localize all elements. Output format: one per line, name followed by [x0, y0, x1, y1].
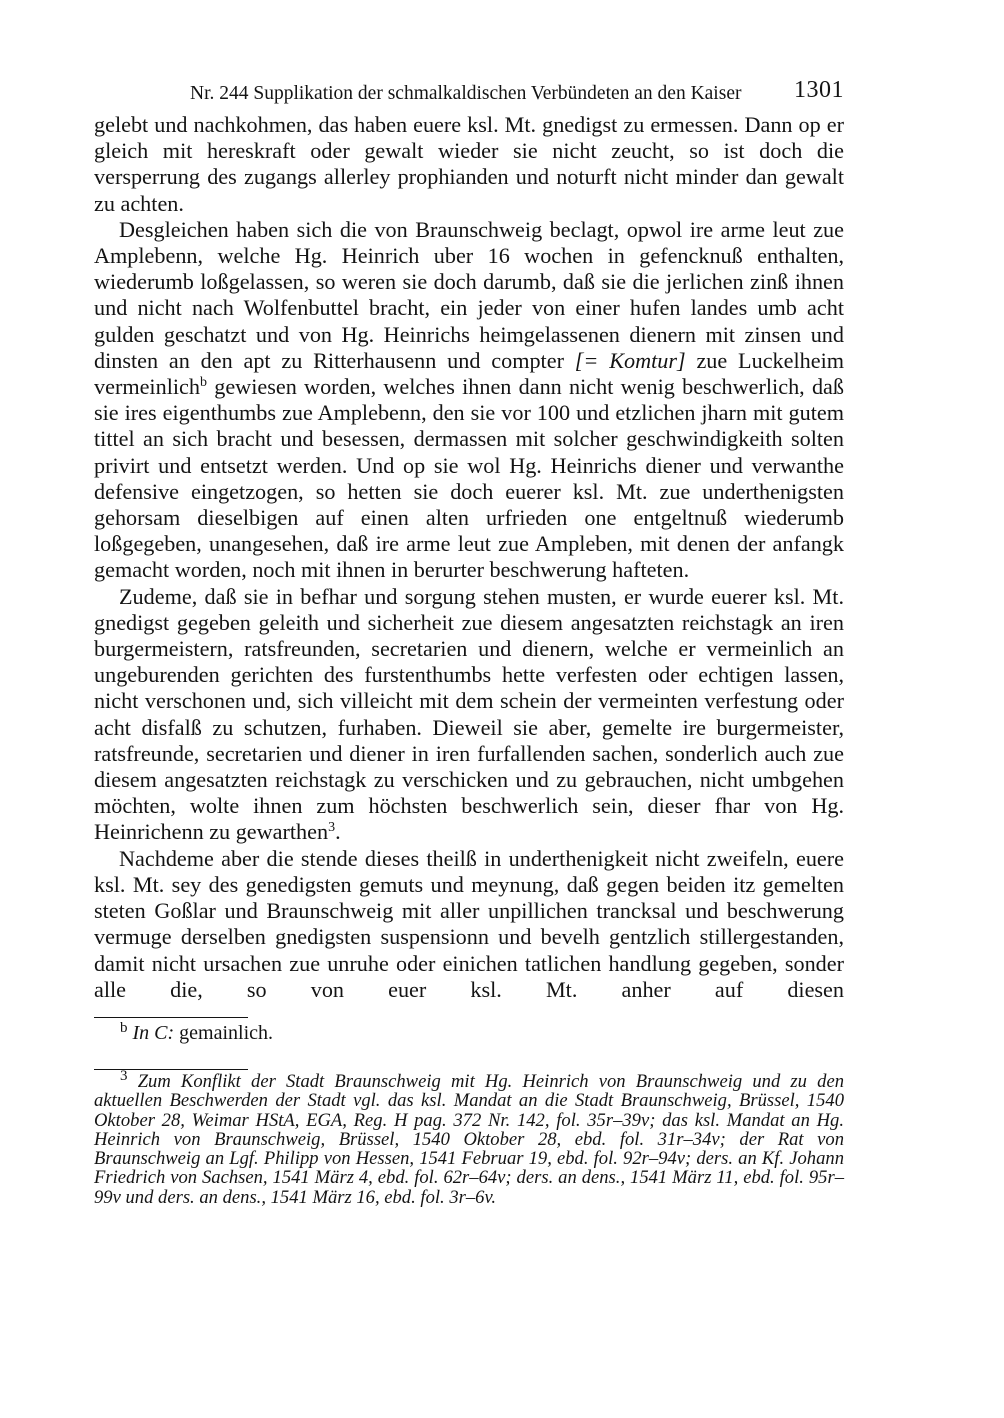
- paragraph-2: [94, 217, 844, 584]
- footnote-divider-commentary: [94, 1069, 248, 1070]
- footnote-b-label: In C:: [132, 1021, 175, 1044]
- editorial-note: [= Komtur]: [574, 347, 686, 373]
- page-number: 1301: [794, 77, 844, 103]
- main-text: [94, 112, 844, 1003]
- footnote-reference-b[interactable]: b: [199, 375, 207, 391]
- footnote-divider-textcritical: [94, 1017, 248, 1018]
- running-title: Nr. 244 Supplikation der schmalkaldischen Verbündeten an den Kaiser: [190, 83, 742, 104]
- paragraph-2-text-c: gewiesen worden, welches ihnen dann nicht wenig beschwerlich, daß sie ires eigenthumbs zue Amplebenn, den sie vor 100 und etzlichen jharn mit gutem tittel an sich bracht und besessen, dermassen mit solcher geschwindigkeith solten privirt und entsetzt werden. Und op sie wol Hg. Heinrichs diener und verwanthe defensive eingetzogen, so hetten sie doch euerer ksl. Mt. zue underthenigsten gehorsam dieselbigen auf einen alten urfrieden one entgeltnuß wiederumb loßgegeben, unangesehen, daß ire arme leut zue Ampleben, mit denen der anfangk gemacht worden, noch mit ihnen in berurter beschwerung hafteten.: [94, 374, 845, 583]
- footnote-b-text: gemainlich.: [179, 1021, 274, 1044]
- footnote-3-marker: 3: [120, 1067, 128, 1084]
- paragraph-3-text: Zudeme, daß sie in befhar und sorgung stehen musten, er wurde euerer ksl. Mt. gnedigst gegeben geleith und sicherheit zue diesem angesatzten reichstagk an iren burgermeistern, ratsfreunden, secretarien und dienern, welche er vermeinlich an ungeburenden gerichten des furstenthumbs hette verfesten oder echtigen lassen, nicht verschonen und, sich villeicht mit dem schein der vermeinten verfestung oder acht disfalß zu schutzen, furhaben. Dieweil sie aber, gemelte ire burgermeister, ratsfreunde, secretarien und diener in iren furfallenden sachen, sonderlich auch zue diesem angesatzten reichstagk zu verschicken und zu gebrauchen, nicht umbgehen möchten, wolte ihnen zum höchsten beschwerlich sein, dieser fhar von Hg. Heinrichenn zu gewarthen: [94, 583, 844, 845]
- paragraph-2-text-b: zue Luckelheim vermeinlich: [94, 347, 845, 400]
- paragraph-2-text-a: Desgleichen haben sich die von Braunschweig beclagt, opwol ire arme leut zue Amplebenn, welche Hg. Heinrich uber 16 wochen in gefencknuß enthalten, wiederumb loßgelassen, so weren sie doch darumb, daß sie die jerlichen zinß ihnen und nicht nach Wolfenbuttel bracht, ein jeder von einer hufen landes umb acht gulden geschatzt und von Hg. Heinrichs heimgelassenen dienern mit zinsen und dinsten an den apt zu Ritterhausenn und compter: [94, 216, 844, 373]
- running-head: [94, 76, 844, 112]
- footnote-3-text: Zum Konflikt der Stadt Braunschweig mit Hg. Heinrich von Braunschweig und zu den aktuellen Beschwerden der Stadt vgl. das ksl. Mandat an die Stadt Braunschweig, Brüssel, 1540 Oktober 28, Weimar HStA, EGA, Reg. H pag. 372 Nr. 142, fol. 35r–39v; das ksl. Mandat an Hg. Heinrich von Braunschweig, Brüssel, 1540 Oktober 28, ebd. fol. 31r–34v; der Rat von Braunschweig an Lgf. Philipp von Hessen, 1541 Februar 19, ebd. fol. 92r–94v; ders. an Kf. Johann Friedrich von Sachsen, 1541 März 4, ebd. fol. 62r–64v; ders. an dens., 1541 März 11, ebd. fol. 95r–99v und ders. an dens., 1541 März 16, ebd. fol. 3r–6v.: [94, 1070, 844, 1208]
- paragraph-3-end: .: [335, 819, 341, 845]
- footnote-b-marker: b: [120, 1019, 128, 1036]
- footnote-b: [94, 1020, 844, 1046]
- paragraph-1: gelebt und nachkohmen, das haben euere ksl. Mt. gnedigst zu ermessen. Dann op er gleich mit hereskraft oder gewalt wieder sie nicht zeucht, so ist doch die versperrung des zugangs allerley prophianden und noturft nicht minder dan gewalt zu achten.: [94, 112, 844, 216]
- paragraph-3: [94, 584, 844, 846]
- footnote-reference-3[interactable]: 3: [328, 820, 336, 836]
- page: [94, 76, 844, 1207]
- footnote-3: [94, 1067, 844, 1208]
- paragraph-4: Nachdeme aber die stende dieses theilß in underthenigkeit nicht zweifeln, euere ksl. Mt. sey des genedigsten gemuts und meynung, daß gegen beiden itz gemelten steten Goßlar und Braunschweig mit aller unpillichen trancksal und beschwerung vermuge derselben gnedigsten suspensionn und bevelh gentzlich stillergestanden, damit nicht ursachen zue unruhe oder einichen tatlichen handlung gegeben, sonder alle die, so von euer ksl. Mt. anher auf diesen: [94, 845, 844, 1002]
